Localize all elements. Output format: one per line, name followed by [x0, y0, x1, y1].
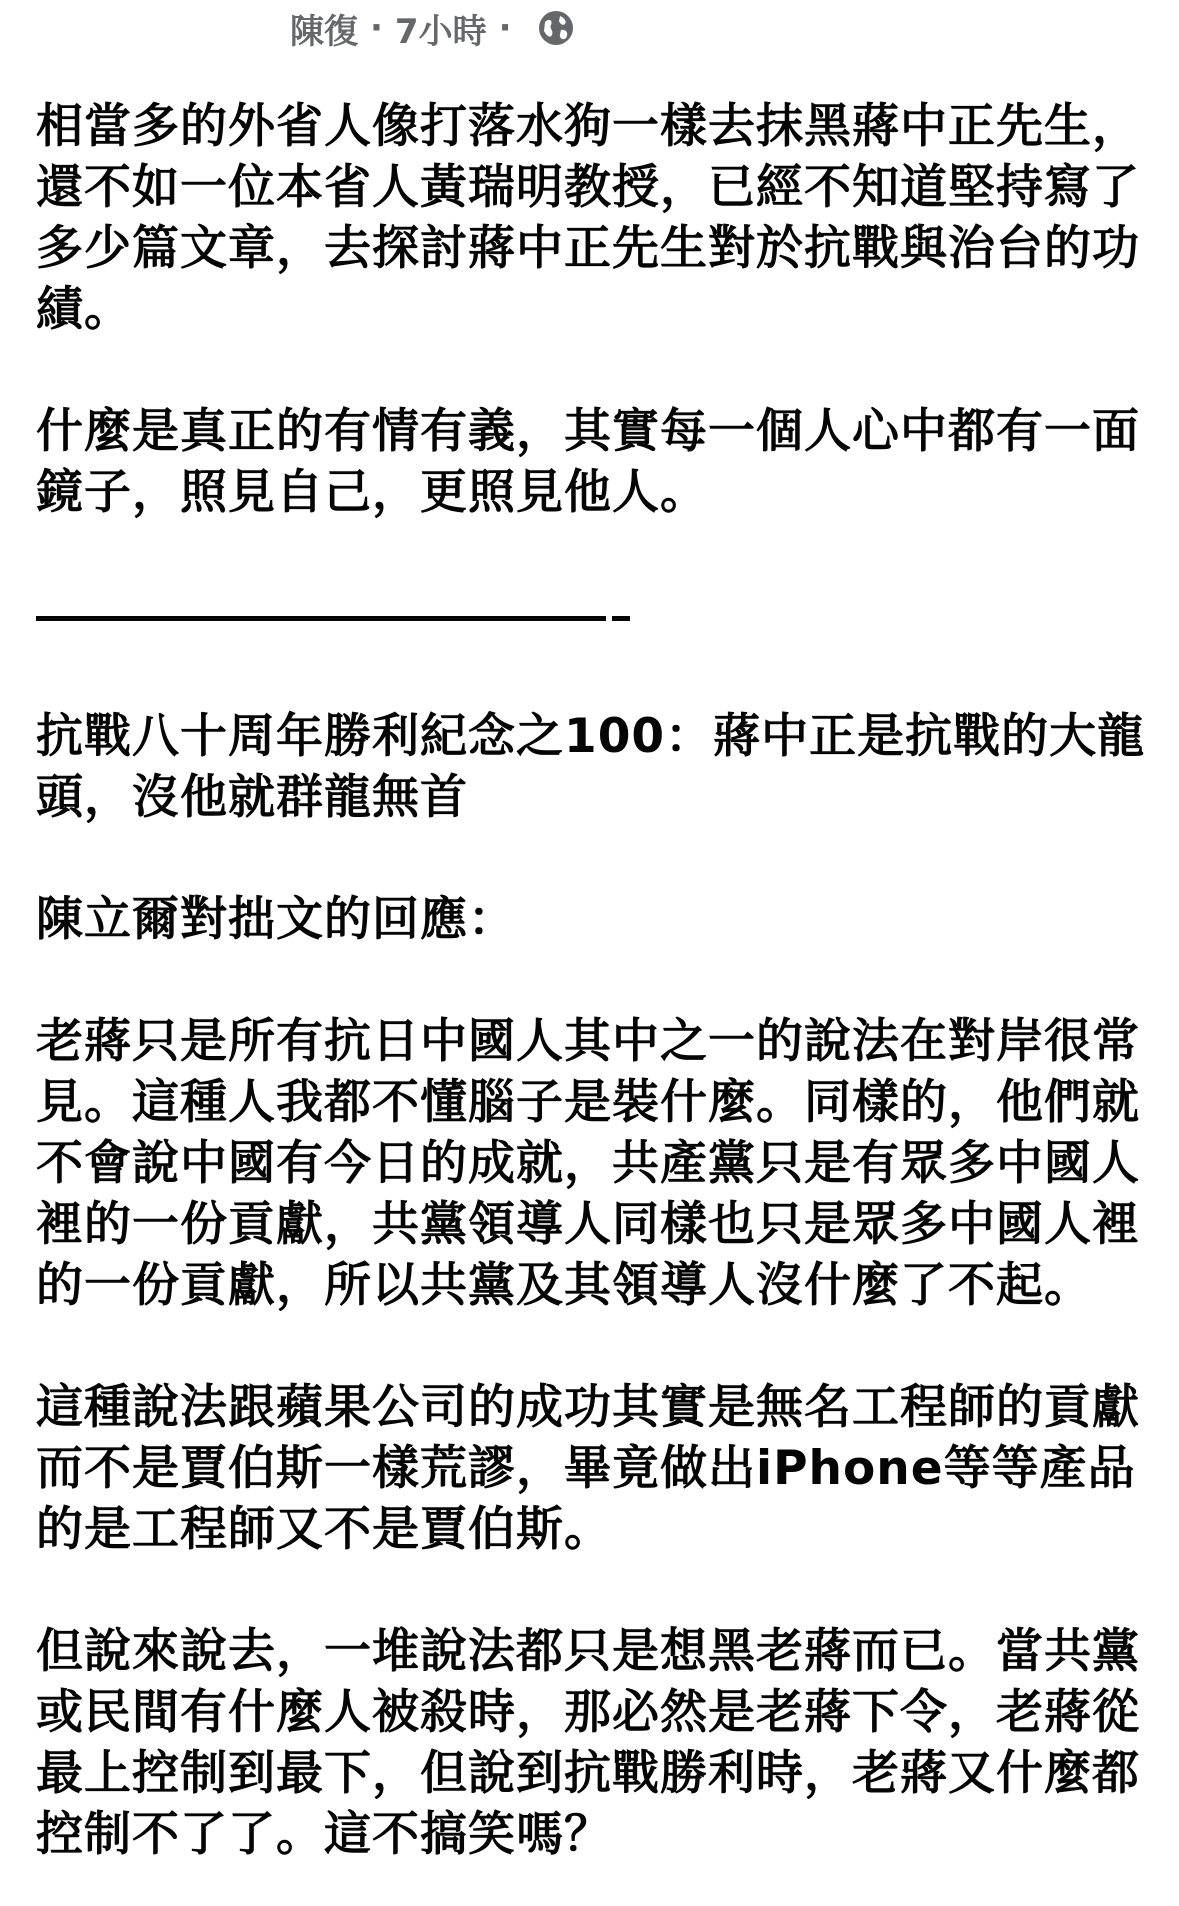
divider-bar — [36, 616, 606, 621]
post-paragraph-1: 相當多的外省人像打落水狗一樣去抹黑蔣中正先生，還不如一位本省人黃瑞明教授，已經不知道堅持寫了多少篇文章，去探討蔣中正先生對於抗戰與治台的功績。 — [36, 99, 1140, 337]
post-body — [36, 96, 1146, 1865]
globe-icon[interactable] — [536, 8, 576, 48]
post-timestamp[interactable]: 7小時 — [394, 11, 487, 52]
text-divider — [36, 584, 1146, 645]
separator-dot: · — [370, 8, 383, 48]
response-paragraph-3: 但說來說去，一堆說法都只是想黑老蔣而已。當共黨或民間有什麼人被殺時，那必然是老蔣下令，老蔣從最上控制到最下，但說到抗戰勝利時，老蔣又什麼都控制不了了。這不搞笑嗎？ — [36, 1624, 1140, 1862]
response-paragraph-2: 這種說法跟蘋果公司的成功其實是無名工程師的貢獻而不是賈伯斯一樣荒謬，畢竟做出iPhone等等產品的是工程師又不是賈伯斯。 — [36, 1380, 1140, 1557]
response-heading: 陳立爾對拙文的回應： — [36, 892, 516, 947]
author-name[interactable]: 陳復 — [290, 11, 358, 52]
response-paragraph-1: 老蔣只是所有抗日中國人其中之一的說法在對岸很常見。這種人我都不懂腦子是裝什麼。同樣的，他們就不會說中國有今日的成就，共產黨只是有眾多中國人裡的一份貢獻，共黨領導人同樣也只是眾多中國人裡的一份貢獻，所以共黨及其領導人沒什麼了不起。 — [36, 1014, 1140, 1313]
post-paragraph-2: 什麼是真正的有情有義，其實每一個人心中都有一面鏡子，照見自己，更照見他人。 — [36, 404, 1140, 520]
separator-dot-2: · — [498, 8, 512, 48]
divider-tail — [612, 616, 630, 621]
section-title: 抗戰八十周年勝利紀念之100：蔣中正是抗戰的大龍頭，沒他就群龍無首 — [36, 709, 1146, 825]
post-header — [290, 6, 576, 50]
